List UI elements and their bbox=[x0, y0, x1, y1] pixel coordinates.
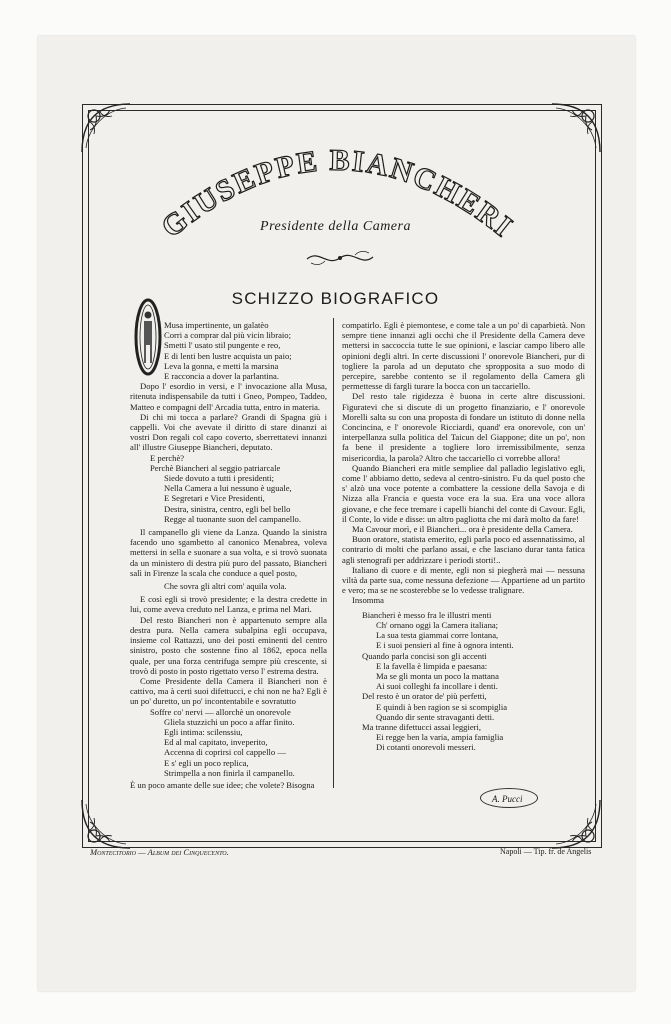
verse-line: Soffre co' nervi — allorchè un onorevole bbox=[150, 706, 291, 717]
paragraph: Del resto Biancheri non è appartenuto sempre alla destra pura. Nella camera subalpina egli occupava, insieme col Rattazzi, uno dei posti eminenti del centro sinistro, posto che sostenne fino al 1862, epoca nella quale, per una forza centrifuga sempre più crescente, si trovò di posto in posto rigettato verso l' estrema destra. bbox=[130, 614, 327, 676]
corner-ornament-icon bbox=[78, 796, 134, 852]
verse-line: Perchè Biancheri al seggio patriarcale bbox=[150, 462, 281, 473]
verse-line: E quindi à ben ragion se si scompiglia bbox=[376, 701, 508, 712]
verse-line: E di lenti ben lustre acquista un paio; bbox=[164, 350, 292, 361]
section-title: SCHIZZO BIOGRAFICO bbox=[231, 289, 440, 308]
subtitle: Presidente della Camera bbox=[260, 219, 411, 234]
verse-line: Regge al tuonante suon del campanello. bbox=[164, 513, 301, 524]
verse-line: Corri a comprar dal più vicin libraio; bbox=[164, 330, 291, 341]
paragraph: E così egli si trovò presidente; e la destra credette in lui, come aveva creduto nel Lanza, e prima nel Mari. bbox=[130, 594, 327, 615]
verse-line: Ma tranne difettucci assai leggieri, bbox=[362, 721, 482, 732]
column-divider bbox=[333, 318, 334, 788]
footer-publication: Montecitorio — Album dei Cinquecento. bbox=[90, 847, 229, 857]
verse-line: E Segretari e Vice Presidenti, bbox=[164, 493, 265, 504]
verse-line: Musa impertinente, un galatèo bbox=[164, 320, 269, 330]
verse-line: Ed al mal capitato, inveperito, bbox=[164, 737, 268, 748]
verse-line: Quando parla concisi son gli accenti bbox=[362, 650, 487, 661]
verse-line: Ei regge ben la varia, ampia famiglia bbox=[376, 732, 504, 743]
footer-printer: Napoli — Tip. fr. de Angelis bbox=[500, 847, 592, 856]
right-column bbox=[342, 320, 585, 753]
paragraph: Di chi mi tocca a parlare? Grandi di Spagna giù i cappelli. Voi che avevate il diritto di stare dinanzi ai vostri Don regali col capo coverto, sberrettatevi innanzi all' illustre Giuseppe Biancheri, deputato. bbox=[130, 411, 327, 453]
verse-line: Siede dovuto a tutti i presidenti; bbox=[164, 473, 275, 484]
title-text: GIUSEPPE BIANCHERI bbox=[155, 143, 520, 245]
quote-line: Che sovra gli altri com' aquila vola. bbox=[164, 581, 287, 592]
paragraph: È un poco amante delle sue idee; che volete? Bisogna bbox=[130, 779, 315, 790]
verse-line: Di cotanti onorevoli messeri. bbox=[376, 742, 476, 753]
verse-line: Egli intima: scilenssiu, bbox=[164, 726, 243, 737]
verse-line: Strimpella a non finirla il campanello. bbox=[164, 767, 295, 778]
verse-line: Smetti l' usato stil pungente e reo, bbox=[164, 340, 281, 351]
paragraph: E perchè? bbox=[150, 452, 185, 463]
verse-line: La sua testa giammai corre lontana, bbox=[376, 630, 499, 641]
paragraph: Come Presidente della Camera il Biancheri non è cattivo, ma à certi suoi difettucci, e chi non ne ha? Egli è un po' duretto, un po' incontentabile e sovratutto bbox=[130, 675, 327, 707]
verse-line: E s' egli un poco replica, bbox=[164, 757, 249, 768]
signature: A. Pucci bbox=[492, 794, 523, 804]
left-column bbox=[130, 320, 327, 790]
verse-line: E la favella è limpida e paesana: bbox=[376, 660, 488, 671]
verse-line: Ch' ornano oggi la Camera italiana; bbox=[376, 619, 499, 630]
paragraph: Del resto tale rigidezza è buona in certe altre discussioni. Figuratevi che si discute di un progetto finanziario, e l' onorevole Morelli salta su con una proposta di fondare un istituto di donne nella Concincina, e l' onorevole Ricciardi, quand' era onorevole, con un' interpellanza sulla politica del Taicun del Giappone; dite un po', non fa bene il presidente a togliere loro irremissibilmente, senza misericordia, la parola? Altro che taccariello ci vorrebbe allora! bbox=[342, 391, 585, 463]
verse-line: Del resto è un orator de' più perfetti, bbox=[362, 691, 487, 702]
verse-line: Ma se gli monta un poco la mattana bbox=[376, 670, 499, 681]
paragraph: Buon oratore, statista emerito, egli parla poco ed assennatissimo, al contrario di molti che parlano assai, e che lasciano durar tanta fatica agli stenografi per addrizzare i periodi storti!.. bbox=[342, 534, 585, 565]
verse-line: Quando dir sente stravaganti detti. bbox=[376, 711, 495, 722]
verse-line: Destra, sinistra, centro, egli bel bello bbox=[164, 503, 291, 514]
verse-line: E racconcia a dover la parlantina. bbox=[164, 371, 279, 382]
verse-line: Ai suoi colleghi fa incollare i denti. bbox=[376, 681, 498, 692]
paragraph: Insomma bbox=[352, 595, 384, 606]
verse-line: E i suoi pensieri al fine à ognora intenti. bbox=[376, 640, 514, 651]
corner-ornament-icon bbox=[548, 796, 604, 852]
verse-line: Gliela stuzzichi un poco a affar finito. bbox=[164, 716, 295, 727]
verse-line: Accenna di coprirsi col cappello — bbox=[164, 747, 286, 758]
paragraph: Dopo l' esordio in versi, e l' invocazione alla Musa, ritenuta indispensabile da tutti i Gneo, Pompeo, Taddeo, Matteo e compagni dell' Arcadia tutta, entro in materia. bbox=[130, 381, 327, 412]
verse-line: Leva la gonna, e metti la marsina bbox=[164, 360, 279, 371]
flourish-divider-icon bbox=[305, 247, 375, 269]
paragraph: Il campanello gli viene da Lanza. Quando la sinistra facendo uno sgambetto al canonico Menabrea, voleva mettersi in sella e suonare a sua volta, e si trovò suonata da un ministero di destra più puro del passato, Biancheri salì in Firenze la scala che conduce a quel posto, bbox=[130, 527, 327, 578]
paragraph: Ma Cavour morì, e il Biancheri... ora è presidente della Camera. bbox=[352, 524, 573, 535]
verse-line: Biancheri è messo fra le illustri menti bbox=[362, 609, 492, 620]
verse-line: Nella Camera a lui nessuno è uguale, bbox=[164, 483, 292, 494]
paragraph: compatirlo. Egli è piemontese, e come tale a un po' di caparbietà. Non sempre tiene innanzi agli occhi che il Presidente della Camera deve mettersi in saccoccia tutte le sue opinioni, e lasciar campo libero alle opinioni degli altri. In certe discussioni l' onorevole Biancheri, pur di togliere la parola ad un deputato che spropposita a suo modo di percepire, sarebbe contento se il regolamento della Camera gli permettesse di fargli turare la bocca con un taccariello. bbox=[342, 320, 585, 392]
paragraph: Quando Biancheri era mitle sempliee dal palladio legislativo egli, come l' abbiamo detto, sedeva al centro-sinistro. Fu da quel posto che s' alzò una voce potente a combattere la cessione della Savoja e di Nizza alla Francia e questa voce era la sua. Era una voce allora giovane, e che fece tremare i capelli bianchi del conte di Cavour. Egli, il Conte, lo vide e disse: un altro pagliotta che mi darà molto da fare! bbox=[342, 462, 585, 524]
paragraph: Italiano di cuore e di mente, egli non si piegherà mai — nessuna viltà da parte sua, come nessuna defezione — Appartiene ad un partito e vero; ma se ne scosterebbe se lo vedesse tralignare. bbox=[342, 564, 585, 596]
